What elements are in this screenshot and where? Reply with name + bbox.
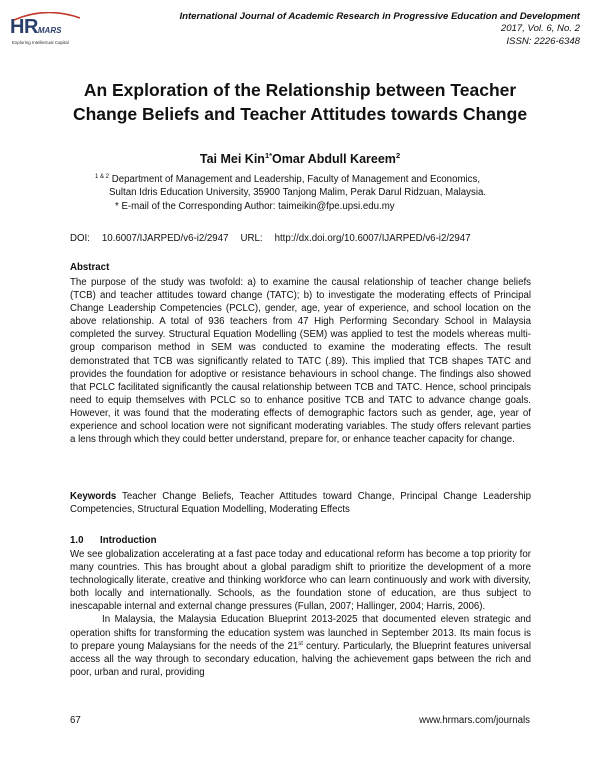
affiliation-line-2: Sultan Idris Education University, 35900 Tanjong Malim, Perak Darul Ridzuan, Malaysia.	[109, 187, 487, 199]
intro-paragraph-2: In Malaysia, the Malaysia Education Blueprint 2013-2025 that documented eleven strategic and operation shifts for transforming the education system was launched in September 2013. Its main focus is to prepare young Malaysians for the needs of the 21st century. Particularly, the Blueprint features universal access all the way through to secondary education, halving the achievement gaps between the rich and poor, urban and rural, providing	[70, 614, 531, 678]
hrmars-logo	[10, 16, 82, 50]
author-2: Omar Abdull Kareem	[272, 152, 396, 167]
affiliation-sup: 1 & 2	[95, 174, 110, 180]
url-label: URL:	[240, 233, 263, 244]
page-number: 67	[70, 715, 81, 726]
logo-tagline: Exploring Intellectual Capital	[12, 40, 69, 45]
title-line-2: Change Beliefs and Teacher Attitudes towards Change	[72, 104, 528, 124]
affiliation-line-1: Department of Management and Leadership, Faculty of Management and Economics,	[111, 174, 481, 186]
author-2-sup: 2	[395, 151, 401, 160]
section-heading	[70, 535, 157, 546]
logo-brand: HRMARS	[10, 16, 62, 38]
intro-paragraph-1: We see globalization accelerating at a fast pace today and educational reform has become a top priority for many countries. This has brought about a global paradigm shift to prioritize the development of a more technologically literate, creative and thinking workforce who can learn continuously and work with diversity, both locally and internationally. Schools, as the foundation stone of education, are thus subject to inescapable internal and external change pressures (Fullan, 2007; Hallinger, 2004; Harris, 2006).	[70, 549, 531, 613]
introduction-body	[70, 548, 531, 679]
journal-name: International Journal of Academic Research in Progressive Education and Development	[179, 11, 580, 22]
keywords-label: Keywords	[70, 491, 117, 502]
corresponding-email: * E-mail of the Corresponding Author: taimeikin@fpe.upsi.edu.my	[115, 200, 395, 212]
doi-label: DOI:	[70, 233, 90, 244]
doi-value[interactable]: 10.6007/IJARPED/v6-i2/2947	[101, 233, 229, 244]
journal-issn: ISSN: 2226-6348	[506, 35, 580, 47]
keywords-text: Teacher Change Beliefs, Teacher Attitudes toward Change, Principal Change Leadership Competencies, Structural Equation Modelling, Moderating Effects	[70, 491, 531, 516]
paper-title	[0, 78, 600, 126]
author-list	[0, 151, 600, 166]
url-link[interactable]: http://dx.doi.org/10.6007/IJARPED/v6-i2/2947	[274, 233, 471, 244]
doi-line	[70, 233, 483, 244]
footer-site-link[interactable]: www.hrmars.com/journals	[419, 715, 530, 726]
journal-header	[179, 11, 580, 48]
affiliation	[95, 171, 486, 213]
journal-volume: 2017, Vol. 6, No. 2	[500, 23, 580, 35]
title-line-1: An Exploration of the Relationship between Teacher	[83, 80, 517, 100]
section-number: 1.0	[70, 535, 84, 546]
keywords	[70, 490, 531, 516]
section-title: Introduction	[100, 535, 157, 546]
ordinal-sup: st	[298, 640, 303, 647]
abstract-text: The purpose of the study was twofold: a) to examine the causal relationship of teacher change beliefs (TCB) and teacher attitudes toward change (TATC); b) to investigate the moderating effects of Principal Change Leadership Competencies (PCLC), gender, age, year of experience, and school location on the above relationship. A total of 936 teachers from 47 High Performing Secondary School in Malaysia completed the survey. Structural Equation Modelling (SEM) was applied to test the models whereas multi-group comparison method in SEM was conducted to examine the moderating effects. The result demonstrated that TCB was significantly related to TATC (.89). This implied that TCB shapes TATC and provides the foundation for adoptive or resistance behaviours in school change. The findings also showed that PCLC facilitated significantly the causal relationship between TCB and TATC. Hence, school principals need to equip themselves with PCLC so to enhance positive TCB and TATC to advance change goals. However, it was found that the moderating effects of demographic factors such as gender, age, year of experience and school location were not significant moderating variables. The study offers relevant parties a lens through which they could better understand, prepare for, or enhance teacher capacity for change.	[70, 277, 531, 446]
abstract-heading: Abstract	[70, 262, 110, 273]
author-1: Tai Mei Kin	[199, 152, 265, 167]
author-1-sup: 1*	[264, 151, 273, 160]
